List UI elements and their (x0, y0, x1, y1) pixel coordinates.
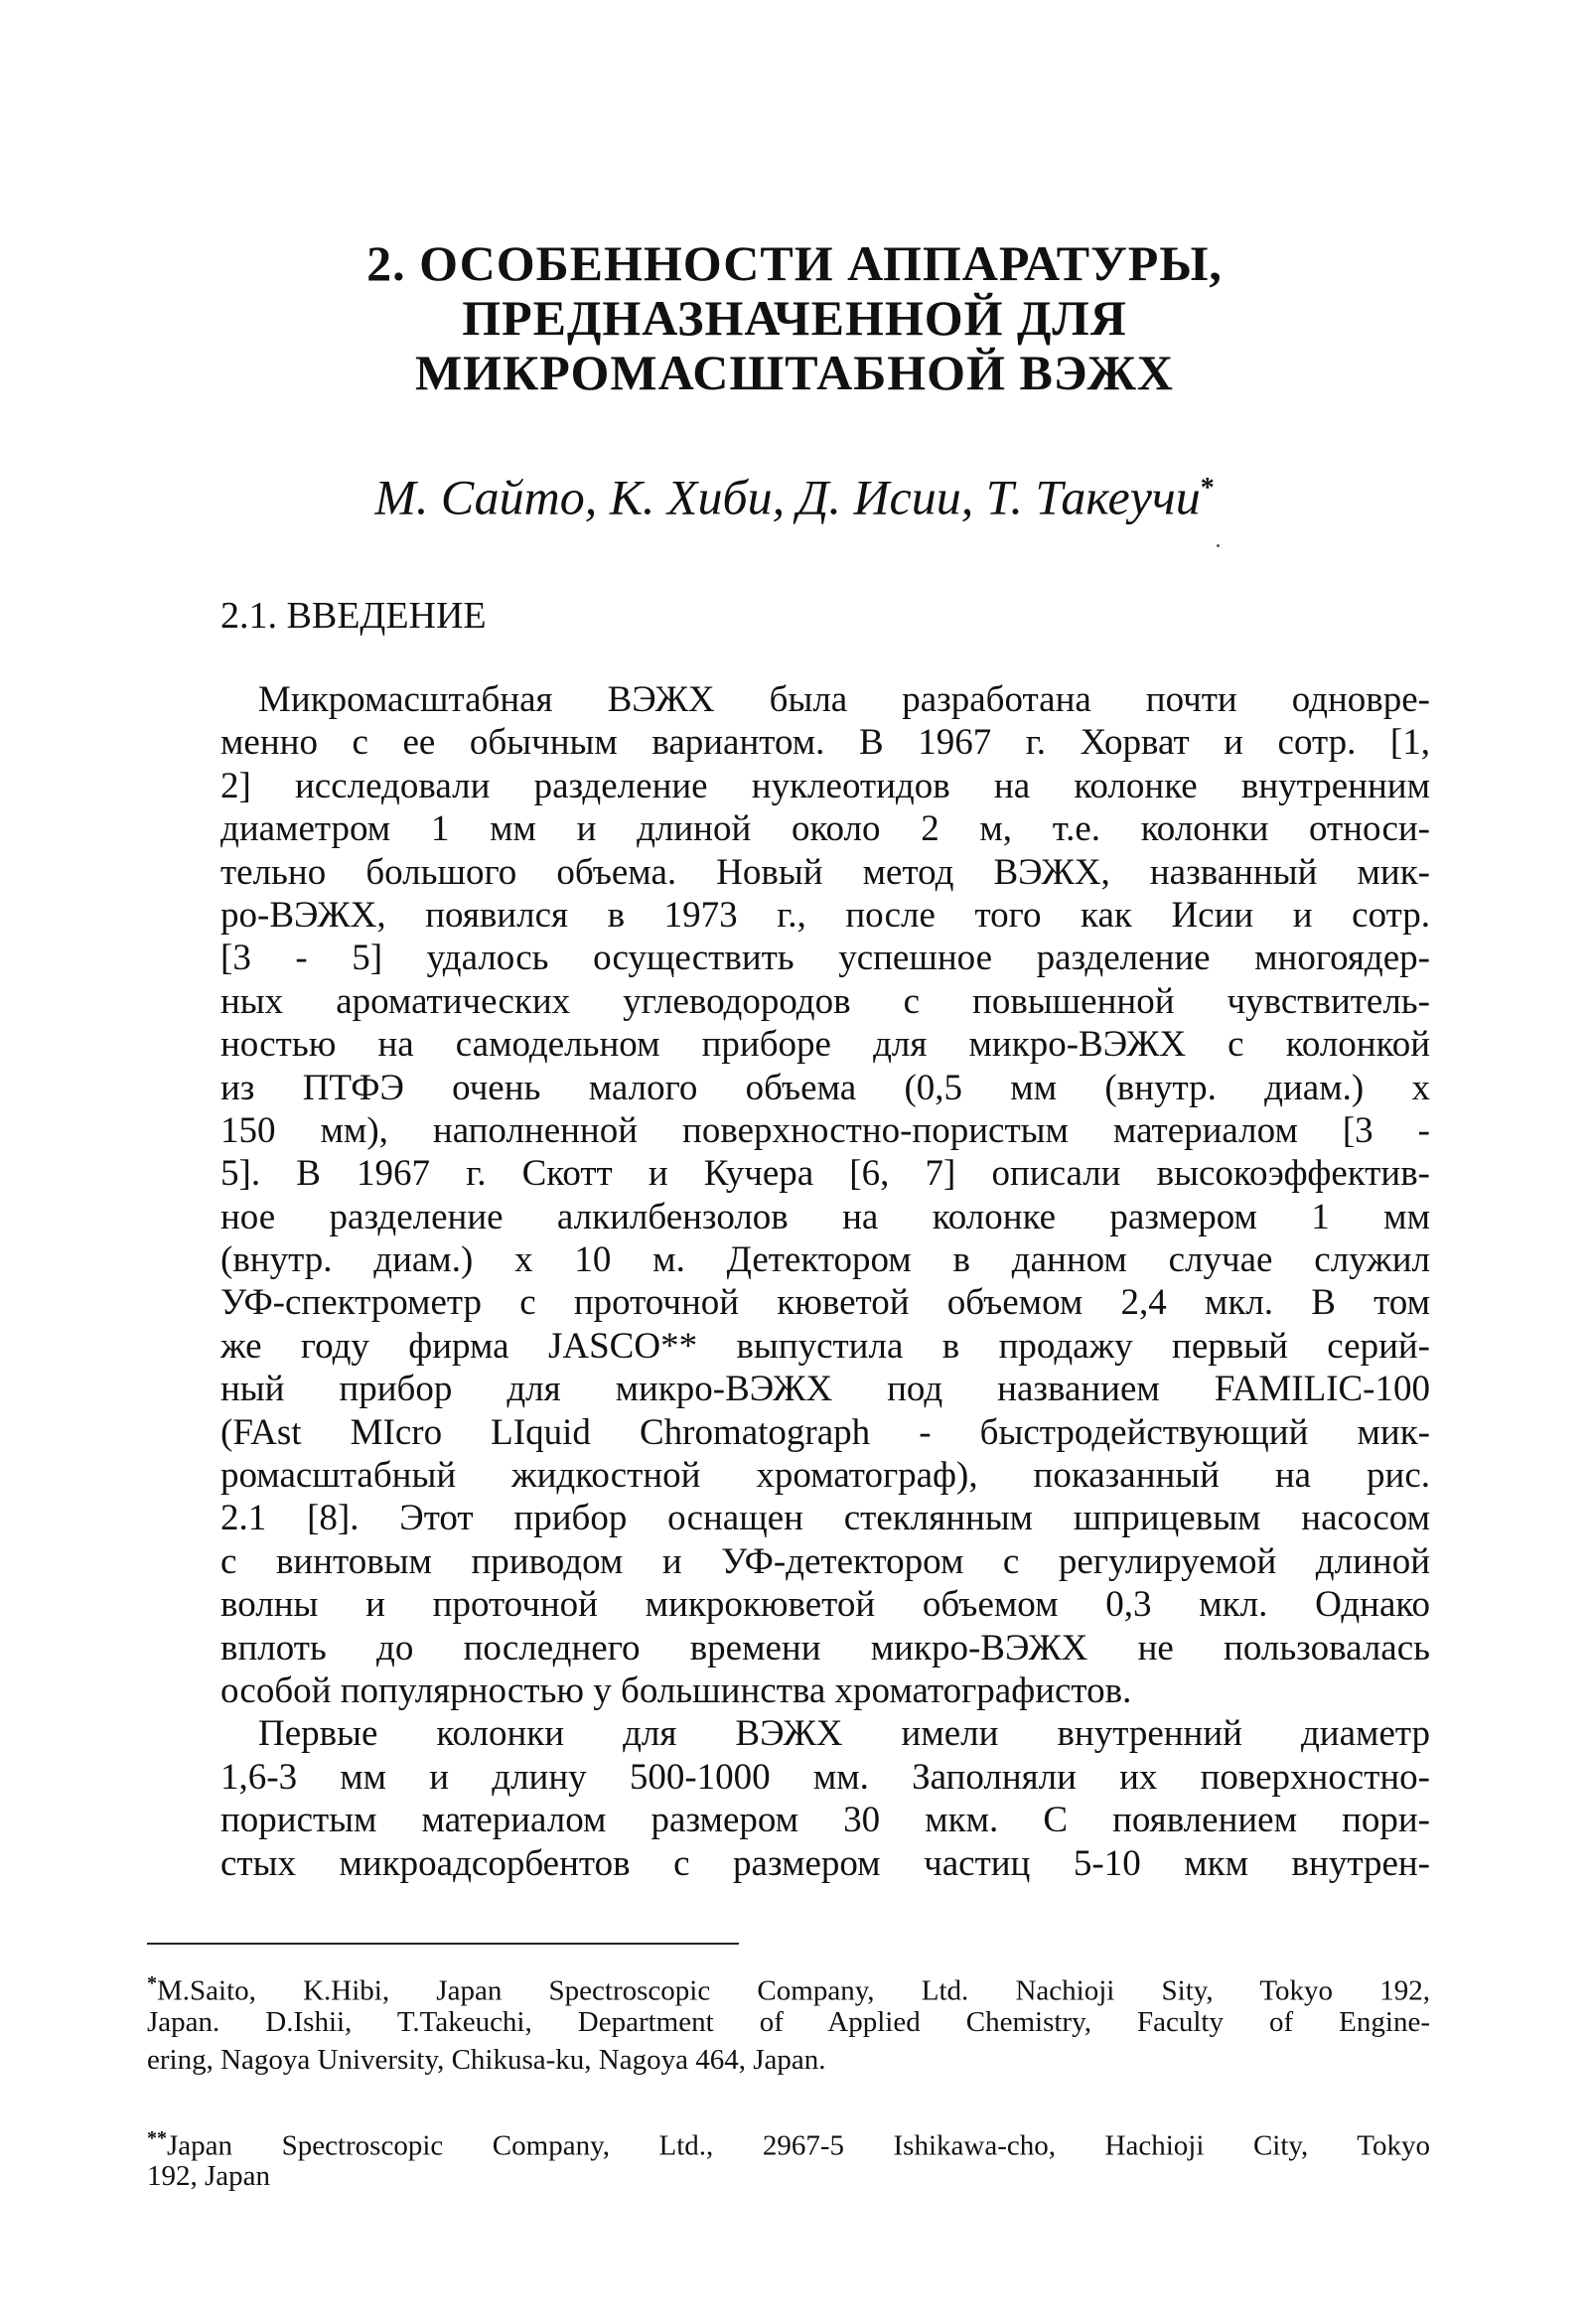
body-line: тельно большого объема. Новый метод ВЭЖХ, названный мик- (220, 851, 1430, 893)
body-line: 150 мм), наполненной поверхностно-пористым материалом [3 - (220, 1109, 1430, 1151)
chapter-title (199, 236, 1390, 400)
body-line: же году фирма JASCO** выпустила в продажу первый серий- (220, 1325, 1430, 1367)
chapter-title-line: 2. ОСОБЕННОСТИ АППАРАТУРЫ, (366, 235, 1223, 291)
body-line: диаметром 1 мм и длиной около 2 м, т.е. колонки относи- (220, 808, 1430, 850)
body-line: 2] исследовали разделение нуклеотидов на колонке внутренним (220, 765, 1430, 806)
body-line: (FAst MIcro LIquid Chromatograph - быстродействующий мик- (220, 1411, 1430, 1453)
authors-line (199, 459, 1390, 527)
authors-names: М. Сайто, К. Хиби, Д. Исии, Т. Такеучи (374, 469, 1201, 525)
body-line: 5]. В 1967 г. Скотт и Кучера [6, 7] описали высокоэффектив- (220, 1153, 1430, 1195)
footnote-line: ering, Nagoya University, Chikusa-ku, Nagoya 464, Japan. (147, 2044, 826, 2076)
body-line: ностью на самодельном приборе для микро-ВЭЖХ с колонкой (220, 1024, 1430, 1066)
print-speck (1217, 544, 1220, 547)
body-line: менно с ее обычным вариантом. В 1967 г. Хорват и сотр. [1, (220, 722, 1430, 764)
footnote-line: *M.Saito, K.Hibi, Japan Spectroscopic Company, Ltd. Nachioji Sity, Tokyo 192, (147, 1972, 1430, 2007)
body-line: ный прибор для микро-ВЭЖХ под названием FAMILIC-100 (220, 1369, 1430, 1410)
body-text (220, 678, 1430, 1885)
footnote-mark: ** (147, 2126, 167, 2149)
body-line: стых микроадсорбентов с размером частиц 5-10 мкм внутрен- (220, 1842, 1430, 1884)
body-line: ных ароматических углеводородов с повышенной чувствитель- (220, 980, 1430, 1022)
body-line: волны и проточной микрокюветой объемом 0,3 мкл. Однако (220, 1584, 1430, 1626)
body-line: из ПТФЭ очень малого объема (0,5 мм (внутр. диам.) х (220, 1067, 1430, 1108)
body-line: 2.1 [8]. Этот прибор оснащен стеклянным шприцевым насосом (220, 1498, 1430, 1539)
body-line: пористым материалом размером 30 мкм. С появлением пори- (220, 1800, 1430, 1841)
body-line: вплоть до последнего времени микро-ВЭЖХ не пользовалась (220, 1627, 1430, 1669)
body-line: (внутр. диам.) х 10 м. Детектором в данном случае служил (220, 1239, 1430, 1281)
section-heading: 2.1. ВВЕДЕНИЕ (220, 595, 487, 637)
footnote-mark: * (147, 1972, 157, 1994)
authors-footnote-mark: * (1200, 473, 1215, 504)
body-line: особой популярностью у большинства хроматографистов. (220, 1670, 1132, 1711)
body-line: 1,6-3 мм и длину 500-1000 мм. Заполняли их поверхностно- (220, 1756, 1430, 1798)
body-line: ро-ВЭЖХ, появился в 1973 г., после того как Исии и сотр. (220, 894, 1430, 936)
body-line: УФ-спектрометр с проточной кюветой объемом 2,4 мкл. В том (220, 1282, 1430, 1324)
chapter-title-line: ПРЕДНАЗНАЧЕННОЙ ДЛЯ (462, 290, 1127, 346)
body-line: Микромасштабная ВЭЖХ была разработана почти одновре- (258, 679, 1430, 720)
body-line: ное разделение алкилбензолов на колонке размером 1 мм (220, 1196, 1430, 1237)
footnote-divider (147, 1943, 739, 1945)
footnote-line: **Japan Spectroscopic Company, Ltd., 2967-5 Ishikawa-cho, Hachioji City, Tokyo (147, 2126, 1430, 2162)
body-line: с винтовым приводом и УФ-детектором с регулируемой длиной (220, 1540, 1430, 1582)
footnote-line: Japan. D.Ishii, T.Takeuchi, Department of Applied Chemistry, Faculty of Engine- (147, 2005, 1430, 2038)
footnotes (147, 1964, 1430, 2196)
body-line: Первые колонки для ВЭЖХ имели внутренний диаметр (258, 1713, 1430, 1755)
footnote-line: 192, Japan (147, 2160, 271, 2192)
body-line: [3 - 5] удалось осуществить успешное разделение многоядер- (220, 938, 1430, 979)
body-line: ромасштабный жидкостной хроматограф), показанный на рис. (220, 1455, 1430, 1497)
chapter-title-line: МИКРОМАСШТАБНОЙ ВЭЖХ (414, 345, 1175, 400)
